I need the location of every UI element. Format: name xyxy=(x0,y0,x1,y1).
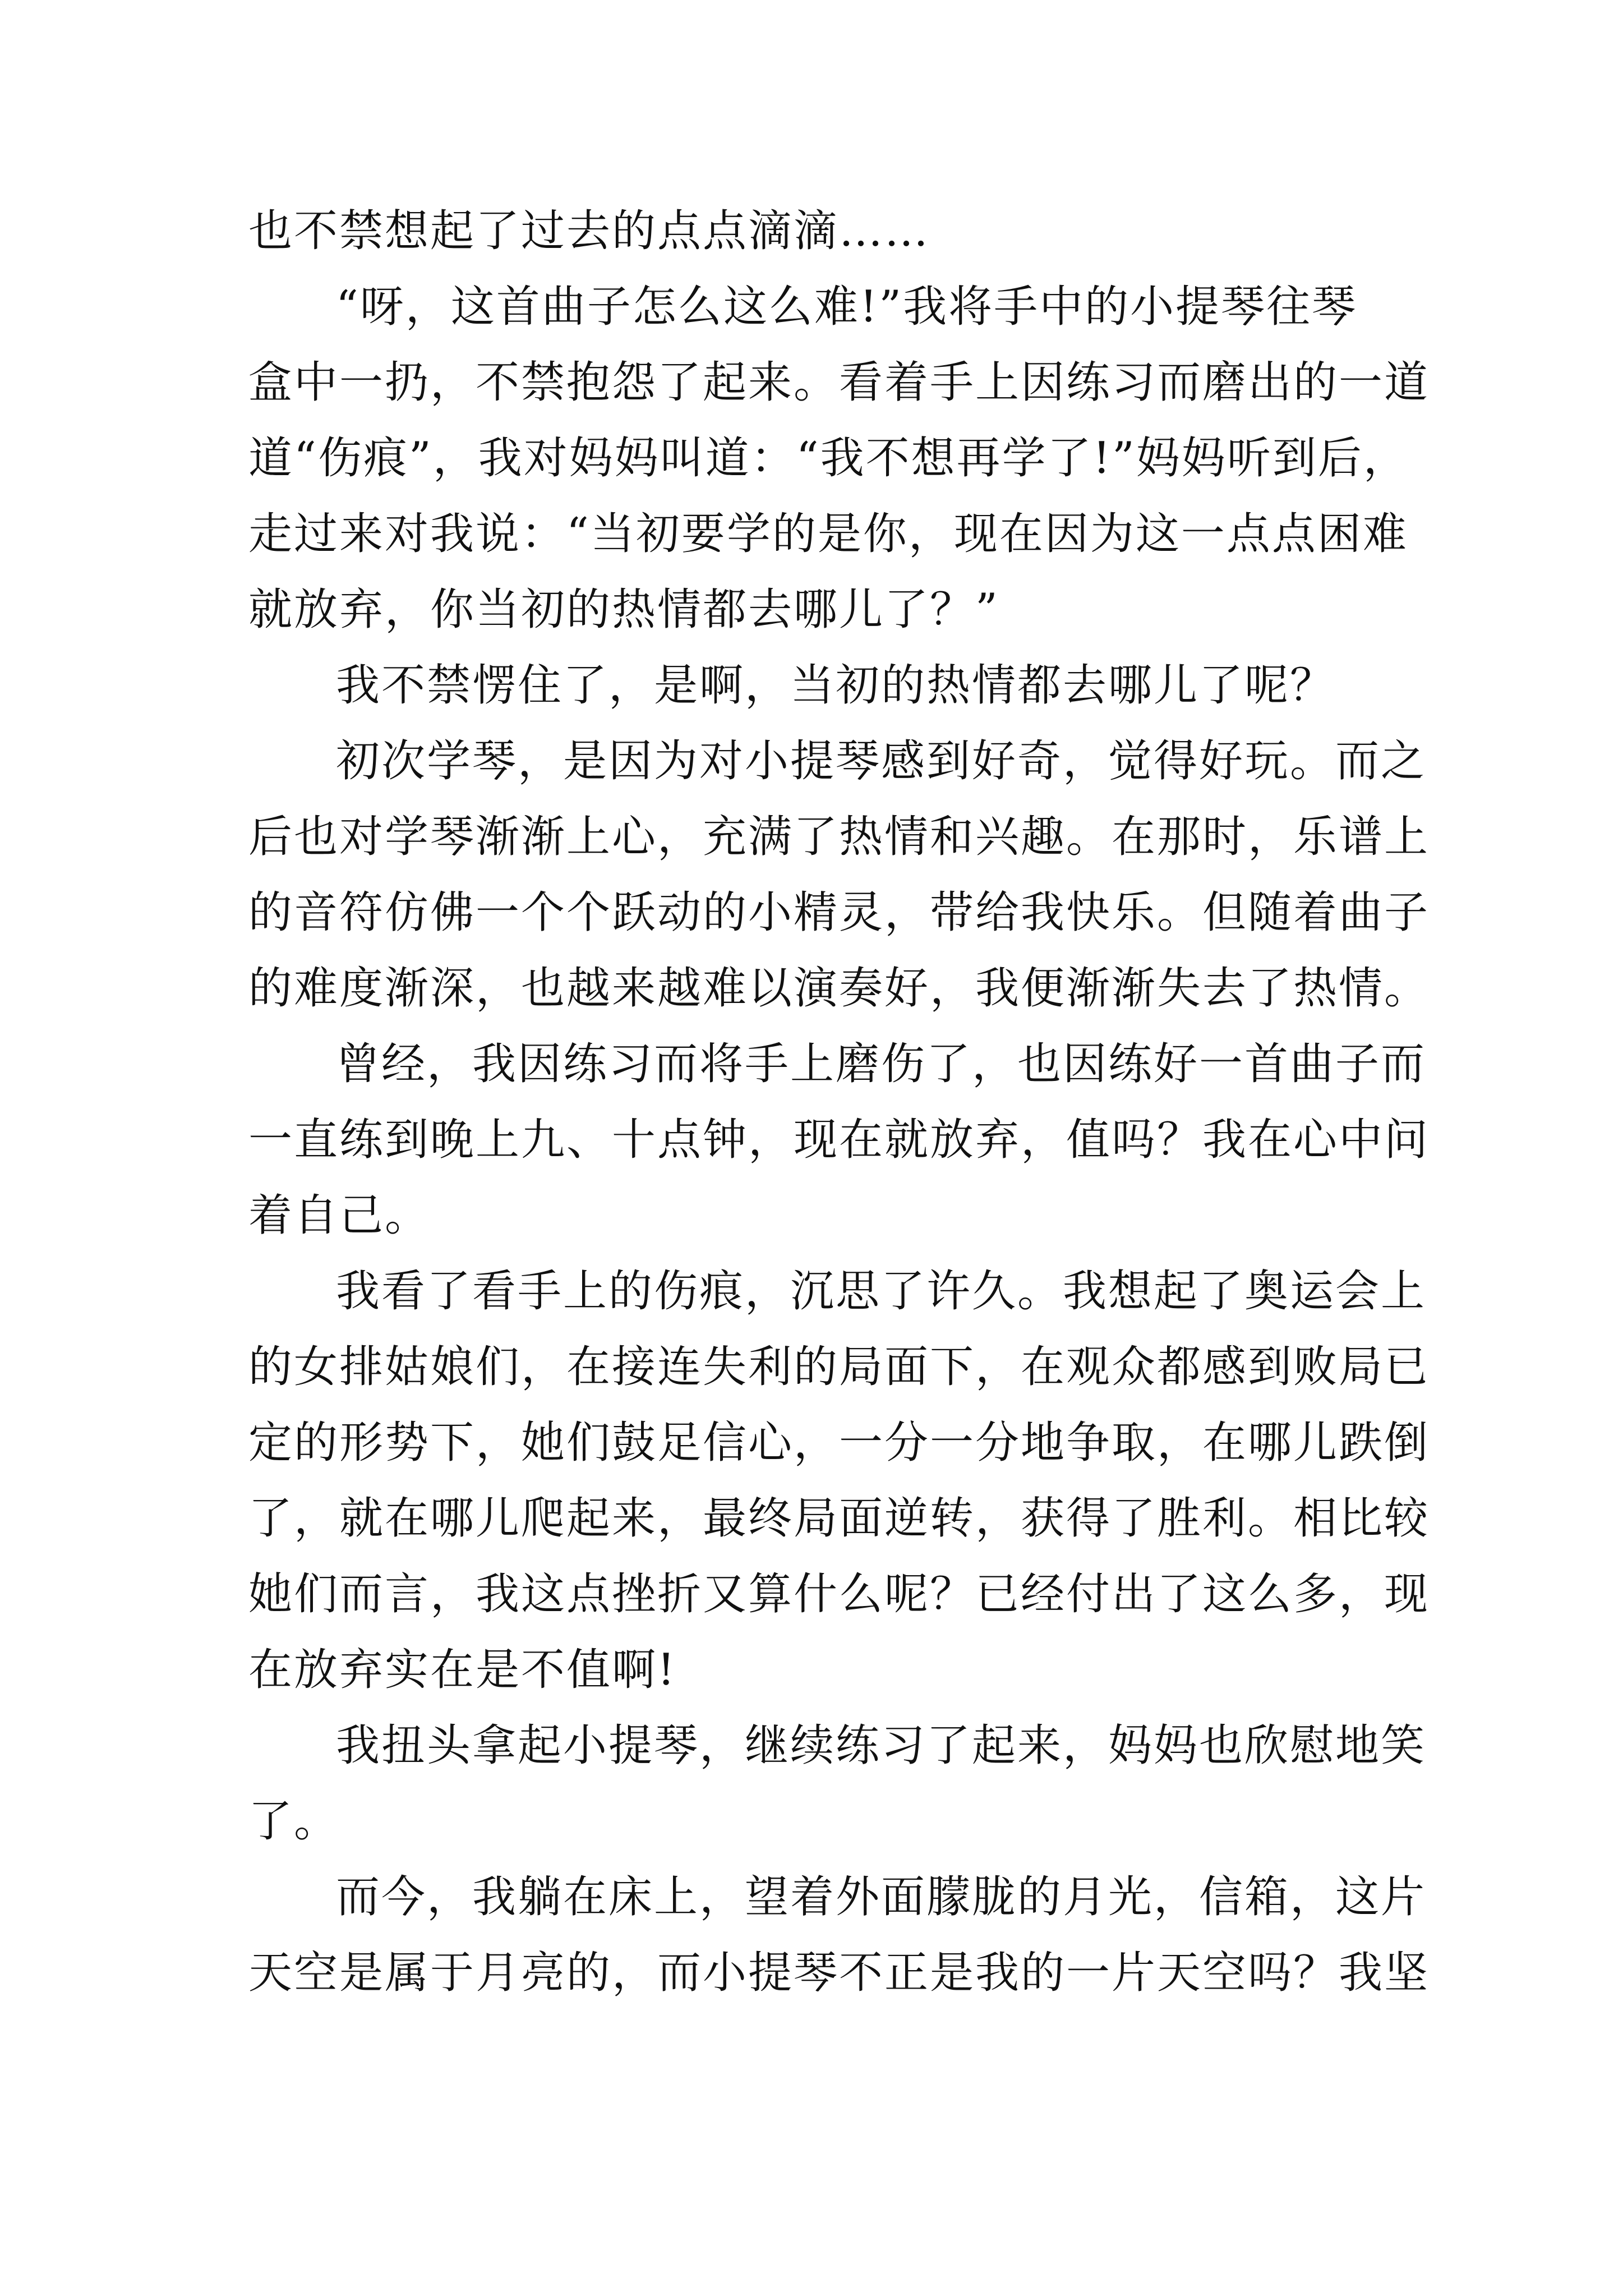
text-line: 的女排姑娘们，在接连失利的局面下，在观众都感到败局已 xyxy=(248,1342,1430,1392)
text-line: 盒中一扔，不禁抱怨了起来。看着手上因练习而磨出的一道 xyxy=(248,357,1430,408)
paragraph-start-line: 我不禁愣住了，是啊，当初的热情都去哪儿了呢？ xyxy=(336,660,1336,711)
paragraph-start-line: 曾经，我因练习而将手上磨伤了，也因练好一首曲子而 xyxy=(336,1039,1427,1089)
text-line: 一直练到晚上九、十点钟，现在就放弃，值吗？我在心中问 xyxy=(248,1115,1430,1165)
text-line: 着自己。 xyxy=(248,1190,431,1241)
text-line: 道“伤痕”，我对妈妈叫道：“我不想再学了!”妈妈听到后， xyxy=(248,433,1409,484)
text-line: 也不禁想起了过去的点点滴滴…… xyxy=(248,206,930,256)
text-line: 就放弃，你当初的热情都去哪儿了？” xyxy=(248,585,999,635)
text-line: 的音符仿佛一个个跃动的小精灵，带给我快乐。但随着曲子 xyxy=(248,887,1430,938)
text-line: 天空是属于月亮的，而小提琴不正是我的一片天空吗？我坚 xyxy=(248,1948,1430,1998)
paragraph-start-line: “呀，这首曲子怎么这么难!”我将手中的小提琴往琴 xyxy=(336,282,1358,332)
text-line: 在放弃实在是不值啊! xyxy=(248,1645,677,1695)
text-line: 了，就在哪儿爬起来，最终局面逆转，获得了胜利。相比较 xyxy=(248,1493,1430,1544)
text-line: 后也对学琴渐渐上心，充满了热情和兴趣。在那时，乐谱上 xyxy=(248,812,1430,862)
text-line: 了。 xyxy=(248,1796,340,1847)
text-line: 定的形势下，她们鼓足信心，一分一分地争取，在哪儿跌倒 xyxy=(248,1418,1430,1468)
text-line: 的难度渐深，也越来越难以演奏好，我便渐渐失去了热情。 xyxy=(248,963,1430,1014)
paragraph-start-line: 初次学琴，是因为对小提琴感到好奇，觉得好玩。而之 xyxy=(336,736,1427,786)
text-line: 走过来对我说：“当初要学的是你，现在因为这一点点困难 xyxy=(248,509,1408,559)
paragraph-start-line: 我扭头拿起小提琴，继续练习了起来，妈妈也欣慰地笑 xyxy=(336,1720,1427,1771)
paragraph-start-line: 而今，我躺在床上，望着外面朦胧的月光，信箱，这片 xyxy=(336,1872,1427,1922)
document-body xyxy=(248,194,1430,2011)
text-line: 她们而言，我这点挫折又算什么呢？已经付出了这么多，现 xyxy=(248,1569,1430,1619)
paragraph-start-line: 我看了看手上的伤痕，沉思了许久。我想起了奥运会上 xyxy=(336,1266,1427,1317)
